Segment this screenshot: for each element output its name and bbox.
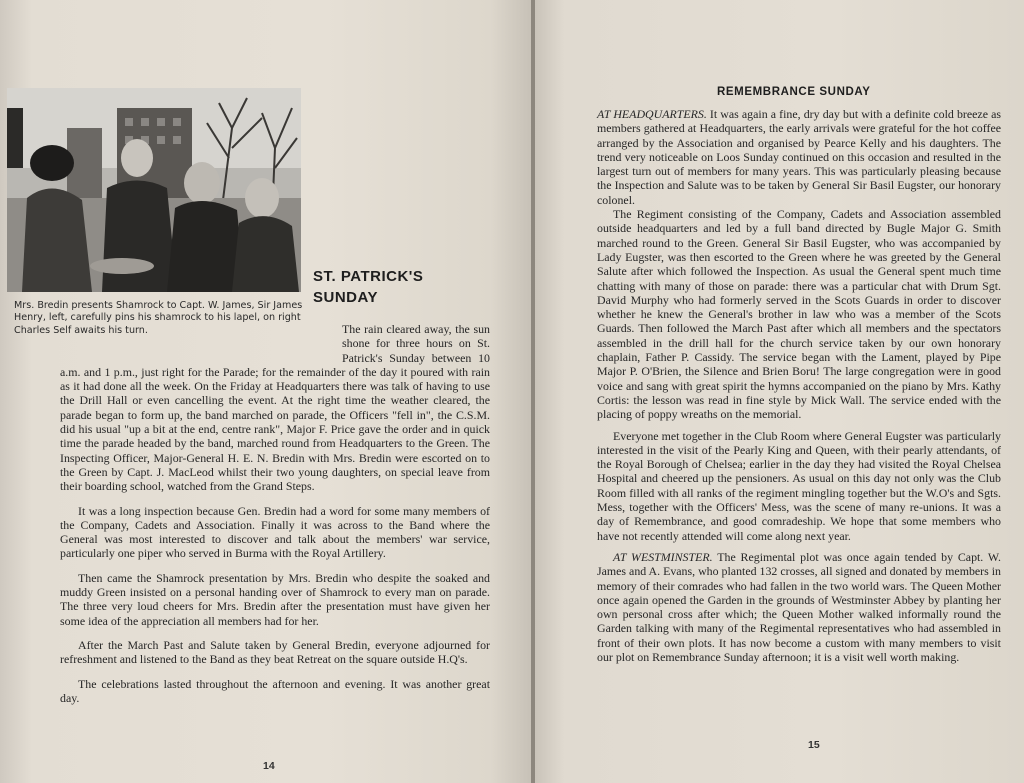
headquarters-text: It was again a fine, dry day but with a definite cold breeze as members gathered at Headquarters, the early arrivals were grateful for the hot coffee arranged by the Association and organised by Pearce Kelly and his daughters. The trend very noticeable on Loos Sunday continued on this occasion and resulted in the largest turn out of members for many years. This was particularly pleasing because the Inspection and Salute was to be taken by General Sir Basil Eugster, our honorary colonel.	[597, 107, 1001, 207]
article-paragraph: After the March Past and Salute taken by General Bredin, everyone adjourned for refreshment and listened to the Band as they beat Retreat on the square outside H.Q's.	[60, 637, 490, 667]
westminster-text: The Regimental plot was once again tended by Capt. W. James and A. Evans, who planted 132 crosses, all signed and donated by members in memory of their comrades who had fallen in the two world wars. The Queen Mother once again opened the Garden in the grounds of Westminster Abbey by planting her own personal cross after which; the Queen Mother walked informally round the Garden talking with many of the Regimental representatives who had assembled in front of their own plots. It has now become a custom with many members to visit our plot on Remembrance Sunday afternoon; it is a visit well worth making.	[597, 549, 1001, 664]
remembrance-article-body	[597, 107, 1001, 664]
article-paragraph: It was a long inspection because Gen. Bredin had a word for some many members of the Company, Cadets and Association. Finally it was across to the Band where the General was most interested to discover and talk about the members' war service, particularly one piper who served in Burma with the Royal Artillery.	[60, 503, 490, 561]
headquarters-lead: AT HEADQUARTERS.	[597, 107, 707, 121]
article-paragraph: The celebrations lasted throughout the afternoon and evening. It was another great day.	[60, 676, 490, 705]
headline-line-2: SUNDAY	[313, 289, 378, 306]
westminster-lead: AT WESTMINSTER.	[613, 549, 713, 564]
article-paragraph: The Regiment consisting of the Company, Cadets and Association assembled outside headquarters and led by a full band directed by Bugle Major G. Smith marched round to the Green. General Sir Basil Eugster, who was accompanied by Lady Eugster, was then escorted to the Green where he was greeted by the General Salute after which followed the Inspection. As usual the General spent much time chatting with many of those on parade: there was a particular chat with Drum Sgt. David Murphy who had formerly served in the Scots Guards in order to discover whether he knew the General's brother in law who was a member of the Scots Guards. Then followed the March Past after which all members and the spectators assembled in the drill hall for the church service taken by our own honorary chaplain, Father P. Cassidy. The service began with the Lament, played by Pipe Major P. O'Brien, the Silence and Brien Boru! The large congregation were in good voice and sang with great spirit the hymns accompanied on the piano by Mrs. Kathy Cortis: the lesson was read in fine style by Mick Wall. The service ended with the placing of poppy wreaths on the memorial.	[597, 207, 1001, 422]
photo-caption: Mrs. Bredin presents Shamrock to Capt. W. James, Sir James Henry, left, carefully pins his shamrock to his lapel, on right Charles Self awaits his turn.	[14, 300, 303, 336]
right-page	[535, 0, 1024, 783]
headquarters-paragraph	[597, 107, 1001, 207]
remembrance-title: REMEMBRANCE SUNDAY	[717, 86, 871, 98]
westminster-paragraph	[597, 550, 1001, 664]
st-patricks-article-body	[60, 322, 490, 705]
shamrock-presentation-photo	[7, 88, 301, 292]
headline-line-1: ST. PATRICK'S	[313, 268, 424, 285]
page-number-right: 15	[808, 739, 820, 751]
photo-wrap-spacer	[60, 322, 342, 362]
photo-image	[7, 88, 301, 292]
page-number-left: 14	[263, 760, 275, 772]
article-headline	[313, 266, 493, 308]
article-paragraph: The rain cleared away, the sun shone for three hours on St. Patrick's Sunday between 10 a.m. and 1 p.m., just right for the Parade; for the remainder of the day it poured with rain as it had done all the week. On the Friday at Headquarters there was talk of having to use the Drill Hall or even cancelling the event. At the right time the weather cleared, the parade began to form up, the band marched on parade, the Officers "fell in", the C.S.M. did his usual "up a bit at the end, centre rank", Major F. Price gave the order and in quick time the parade headed by the band, marched round from Headquarters to the Green. The Inspecting Officer, Major-General H. E. N. Bredin with Mrs. Bredin were escorted on to the Green by Capt. J. MacLeod whilst their two young daughters, on special leave from their boarding school, watched from the Grand Steps.	[60, 322, 490, 494]
article-paragraph: Then came the Shamrock presentation by Mrs. Bredin who despite the soaked and muddy Green insisted on a personal handing over of Shamrock to every man on parade. The three very loud cheers for Mrs. Bredin after the presentation must have given her some idea of the appreciation all members had for her.	[60, 570, 490, 628]
article-paragraph: Everyone met together in the Club Room where General Eugster was particularly interested in the visit of the Pearly King and Queen, with their pearly attendants, of the Royal Borough of Chelsea; earlier in the day they had visited the Royal Chelsea Hospital and cheered up the pensioners. As usual on this day not only was the Club Room filled with all ranks of the regiment mingling together but the W.O's and Sgts. Mess, together with the Officers' Mess, was the scene of many re-unions. It was a day of Remembrance, and good comradeship. We hope that some members who have not recently attended will come along next year.	[597, 428, 1001, 543]
